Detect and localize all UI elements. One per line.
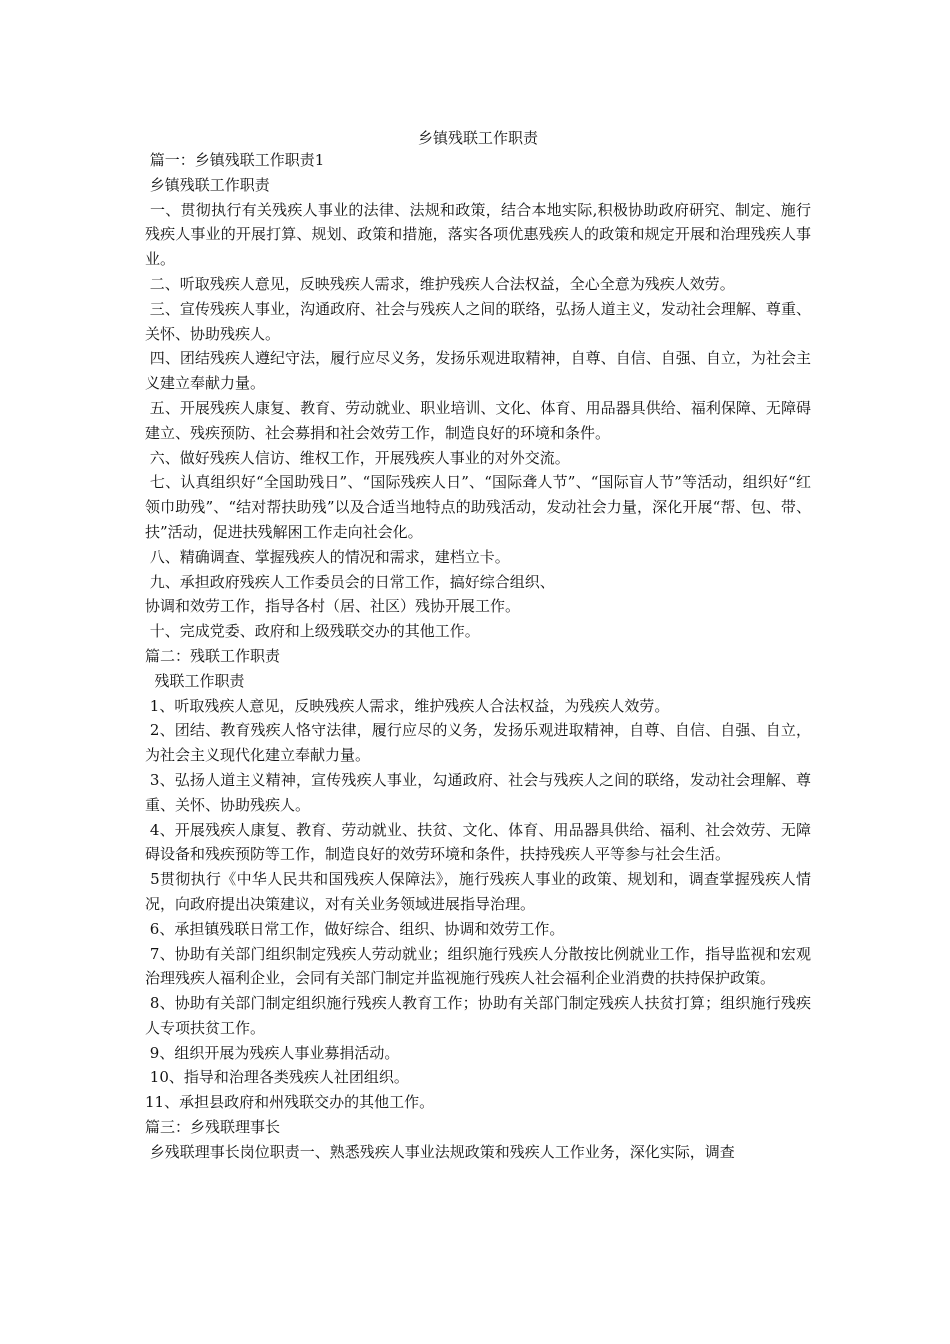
paragraph: 一、贯彻执行有关残疾人事业的法律、法规和政策，结合本地实际,积极协助政府研究、制定、施行残疾人事业的开展打算、规划、政策和措施，落实各项优惠残疾人的政策和规定开展和治理残疾人事业。 — [145, 200, 811, 269]
document-body — [145, 148, 811, 1165]
paragraph: 5贯彻执行《中华人民共和国残疾人保障法》，施行残疾人事业的政策、规划和，调查掌握残疾人情况，向政府提出决策建议，对有关业务领域进展指导治理。 — [145, 870, 811, 913]
paragraph: 乡残联理事长岗位职责一、熟悉残疾人事业法规政策和残疾人工作业务，深化实际，调查 — [145, 1142, 735, 1161]
paragraph: 三、宣传残疾人事业，沟通政府、社会与残疾人之间的联络，弘扬人道主义，发动社会理解、尊重、关怀、协助残疾人。 — [145, 299, 811, 343]
paragraph: 二、听取残疾人意见，反映残疾人需求，维护残疾人合法权益，全心全意为残疾人效劳。 — [145, 274, 735, 293]
paragraph: 篇三：乡残联理事长 — [145, 1118, 281, 1137]
paragraph: 四、团结残疾人遵纪守法，履行应尽义务，发扬乐观进取精神，自尊、自信、自强、自立，为社会主义建立奉献力量。 — [145, 349, 811, 393]
paragraph: 八、精确调查、掌握残疾人的情况和需求，建档立卡。 — [145, 547, 510, 566]
paragraph: 2、团结、教育残疾人恪守法律，履行应尽的义务，发扬乐观进取精神，自尊、自信、自强、自立，为社会主义现代化建立奉献力量。 — [145, 721, 811, 765]
paragraph: 六、做好残疾人信访、维权工作，开展残疾人事业的对外交流。 — [145, 448, 570, 467]
paragraph: 残联工作职责 — [145, 671, 245, 690]
paragraph: 7、协助有关部门组织制定残疾人劳动就业；组织施行残疾人分散按比例就业工作，指导监视和宏观治理残疾人福利企业，会同有关部门制定并监视施行残疾人社会福利企业消费的扶持保护政策。 — [145, 944, 811, 988]
document-page — [145, 124, 811, 1165]
paragraph: 九、承担政府残疾人工作委员会的日常工作，搞好综合组织、 — [145, 572, 555, 591]
paragraph: 协调和效劳工作，指导各村（居、社区）残协开展工作。 — [145, 597, 521, 616]
paragraph: 4、开展残疾人康复、教育、劳动就业、扶贫、文化、体育、用品器具供给、福利、社会效劳、无障碍设备和残疾预防等工作，制造良好的效劳环境和条件，扶持残疾人平等参与社会生活。 — [145, 820, 811, 864]
paragraph: 篇二：残联工作职责 — [145, 646, 281, 665]
paragraph: 七、认真组织好“全国助残日”、“国际残疾人日”、“国际聋人节”、“国际盲人节”等活动，组织好“红领巾助残”、“结对帮扶助残”以及合适当地特点的助残活动，发动社会力量，深化开展“帮、包、带、扶”活动，促进扶残解困工作走向社会化。 — [145, 473, 811, 541]
document-title: 乡镇残联工作职责 — [417, 129, 538, 147]
paragraph: 9、组织开展为残疾人事业募捐活动。 — [145, 1043, 400, 1062]
paragraph: 8、协助有关部门制定组织施行残疾人教育工作；协助有关部门制定残疾人扶贫打算；组织施行残疾人专项扶贫工作。 — [145, 994, 811, 1037]
paragraph: 1、听取残疾人意见，反映残疾人需求，维护残疾人合法权益，为残疾人效劳。 — [145, 696, 670, 715]
paragraph: 11、承担县政府和州残联交办的其他工作。 — [145, 1093, 435, 1112]
paragraph: 篇一：乡镇残联工作职责1 — [145, 151, 325, 169]
paragraph: 乡镇残联工作职责 — [145, 175, 270, 194]
paragraph: 3、弘扬人道主义精神，宣传残疾人事业，勾通政府、社会与残疾人之间的联络，发动社会理解、尊重、关怀、协助残疾人。 — [145, 770, 811, 814]
paragraph: 10、指导和治理各类残疾人社团组织。 — [145, 1068, 409, 1087]
paragraph: 十、完成党委、政府和上级残联交办的其他工作。 — [145, 622, 480, 641]
paragraph: 五、开展残疾人康复、教育、劳动就业、职业培训、文化、体育、用品器具供给、福利保障、无障碍建立、残疾预防、社会募捐和社会效劳工作，制造良好的环境和条件。 — [145, 398, 811, 442]
paragraph: 6、承担镇残联日常工作，做好综合、组织、协调和效劳工作。 — [145, 919, 565, 938]
